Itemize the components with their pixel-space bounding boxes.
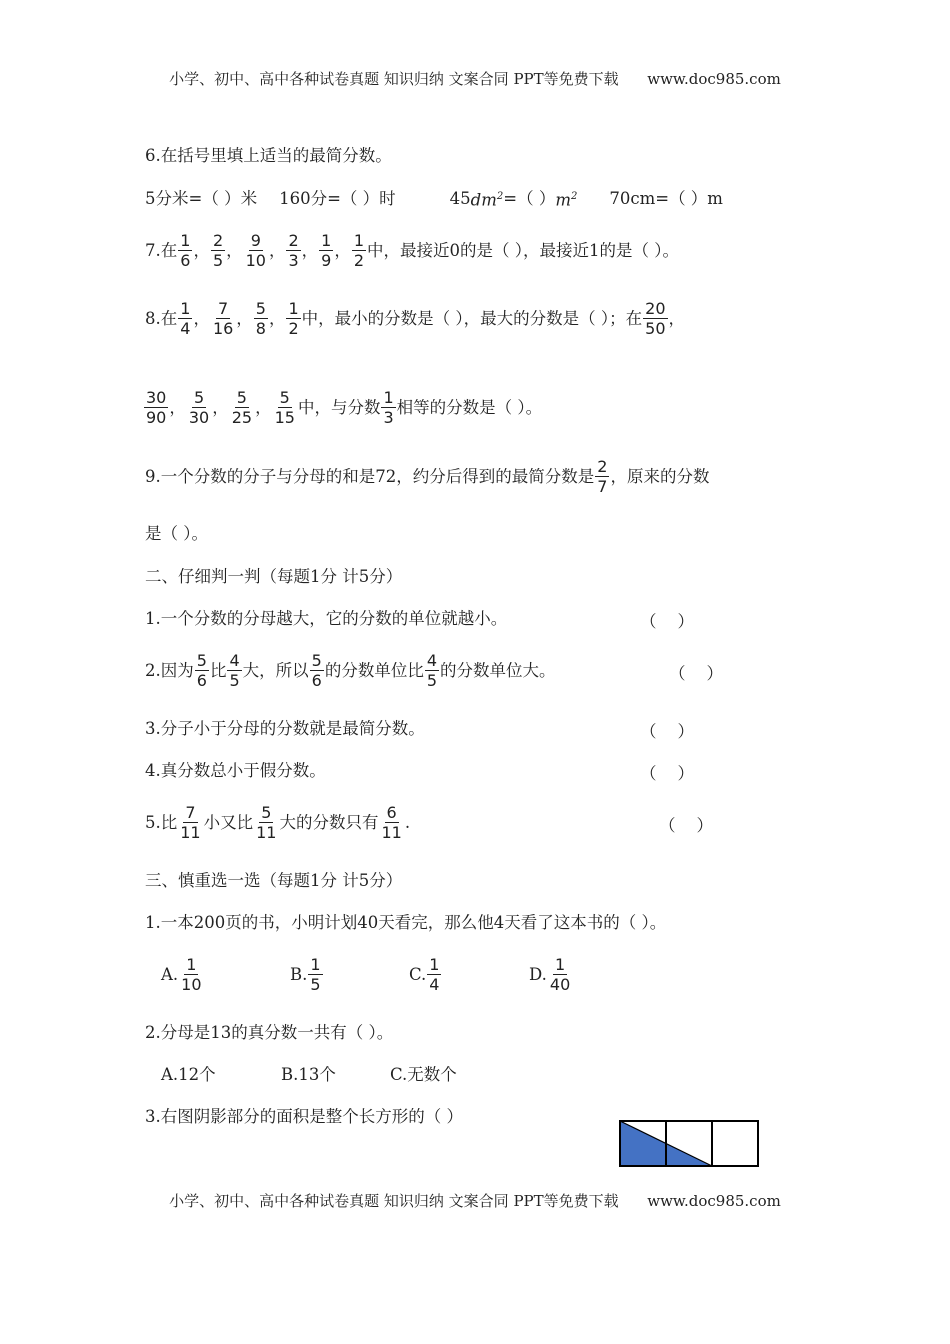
s2-q5-frac-3: 6 11	[381, 803, 402, 842]
q6-b: 160分=（ ）时	[279, 188, 396, 208]
q8-frac-end: 20 50	[645, 299, 666, 338]
q8-mid: 中，最小的分数是（ ），最大的分数是（ ）；在	[301, 308, 643, 328]
q8-line1: 8.在 1 4 ， 7 16 ， 5 8 ， 1 2 中，最小的分数是（ ），最大的分数是（ ）；在 20 50 ，	[145, 299, 686, 338]
q8-frac-1: 1 4	[180, 299, 191, 338]
s2-q5-frac-2: 5 11	[256, 803, 277, 842]
s3-q2: 2.分母是13的真分数一共有（ ）。	[145, 1023, 394, 1042]
s2-paren-5[interactable]: （ ）	[659, 816, 713, 835]
q7-line: 7.在 1 6 ， 2 5 ， 9 10 ， 2 3 ， 1 9 ， 1 2 中，最接近0的是（ ），最接近1的是（ ）。	[145, 231, 680, 270]
s2-item-5: 5.比 7 11 小又比 5 11 大的分数只有 6 11 .	[145, 803, 411, 842]
section3-title: 三、慎重选一选（每题1分 计5分）	[145, 871, 403, 890]
q8-l2-frac-third: 1 3	[383, 388, 394, 427]
q7-suffix: 中，最接近0的是（ ），最接近1的是（ ）。	[367, 240, 680, 260]
q8-frac-3: 5 8	[255, 299, 266, 338]
q8-l2-frac-2: 5 30	[188, 388, 210, 427]
s2-item-2: 2.因为 5 6 比 4 5 大，所以 5 6 的分数单位比 4 5 的分数单位大。	[145, 651, 556, 690]
s2-paren-4[interactable]: （ ）	[640, 764, 694, 783]
s3-q2-option-a[interactable]: A.12个	[161, 1065, 216, 1084]
s3-q2-option-c[interactable]: C.无数个	[390, 1065, 457, 1084]
q7-frac-1: 1 6	[180, 231, 191, 270]
q6-c-unit2: $m^2$	[555, 190, 578, 210]
s2-q5-frac-1: 7 11	[180, 803, 201, 842]
q9-line2: 是（ ）。	[145, 524, 208, 543]
q6-c-blank: =（ ）	[503, 188, 556, 208]
q7-frac-4: 2 3	[288, 231, 299, 270]
s3-q1-option-d[interactable]: D. 1 40	[529, 955, 571, 994]
q9-tail: ，原来的分数	[610, 466, 710, 486]
s3-q1-option-b[interactable]: B. 1 5	[290, 955, 321, 994]
s2-q2-frac-2: 4 5	[229, 651, 240, 690]
page-footer: 小学、初中、高中各种试卷真题 知识归纳 文案合同 PPT等免费下载 www.doc985.com	[169, 1192, 781, 1210]
shaded-rectangle-figure	[618, 1119, 760, 1169]
q8-l2-frac-1: 30 90	[146, 388, 167, 427]
q9-frac: 2 7	[597, 457, 608, 496]
q6-title: 6.在括号里填上适当的最简分数。	[145, 146, 392, 165]
q8-l2-frac-3: 5 25	[231, 388, 253, 427]
q7-frac-3: 9 10	[245, 231, 266, 270]
q6-blanks	[145, 186, 723, 212]
s2-paren-3[interactable]: （ ）	[640, 722, 694, 741]
s2-item-4: 4.真分数总小于假分数。	[145, 761, 326, 780]
section2-title: 二、仔细判一判（每题1分 计5分）	[145, 567, 403, 586]
q6-d: 70cm=（ ）m	[609, 188, 723, 208]
q8-line2: 30 90 ， 5 30 ， 5 25 ， 5 15 中，与分数 1 3 相等的分数是（ ）。	[146, 388, 543, 427]
s2-paren-1[interactable]: （ ）	[640, 612, 694, 631]
q7-frac-6: 1 2	[353, 231, 365, 270]
q7-frac-2: 2 5	[212, 231, 224, 270]
q8-frac-2: 7 16	[212, 299, 234, 338]
s2-q2-frac-1: 5 6	[196, 651, 207, 690]
q8-prefix: 8.在	[145, 308, 178, 328]
q7-frac-5: 1 9	[321, 231, 332, 270]
q9-line1	[145, 458, 709, 495]
s3-q1: 1.一本200页的书，小明计划40天看完，那么他4天看了这本书的（ ）。	[145, 913, 667, 932]
s3-q1-option-c[interactable]: C. 1 4	[409, 955, 440, 994]
s3-q1-option-a[interactable]: A. 1 10	[161, 955, 202, 994]
s2-paren-2[interactable]: （ ）	[669, 664, 723, 683]
s3-q2-option-b[interactable]: B.13个	[281, 1065, 336, 1084]
q8-frac-4: 1 2	[288, 299, 299, 338]
s2-q2-frac-4: 4 5	[426, 651, 437, 690]
q6-c-num: 45	[449, 188, 471, 208]
s3-q3: 3.右图阴影部分的面积是整个长方形的（ ）	[145, 1107, 463, 1126]
s2-item-3: 3.分子小于分母的分数就是最简分数。	[145, 719, 425, 738]
s2-item-1: 1.一个分数的分母越大，它的分数的单位就越小。	[145, 609, 508, 628]
q7-prefix: 7.在	[145, 240, 178, 260]
page-header: 小学、初中、高中各种试卷真题 知识归纳 文案合同 PPT等免费下载 www.doc985.com	[169, 70, 781, 88]
q8-l2-mid: 中，与分数	[297, 397, 381, 417]
q6-c-unit: $dm^2$	[470, 190, 504, 210]
q8-l2-frac-4: 5 15	[274, 388, 295, 427]
s2-q2-frac-3: 5 6	[311, 651, 322, 690]
q8-l2-suffix: 相等的分数是（ ）。	[396, 397, 543, 417]
q6-a: 5分米=（ ）米	[145, 188, 258, 208]
q9-text: 9.一个分数的分子与分母的和是72，约分后得到的最简分数是	[145, 466, 595, 486]
